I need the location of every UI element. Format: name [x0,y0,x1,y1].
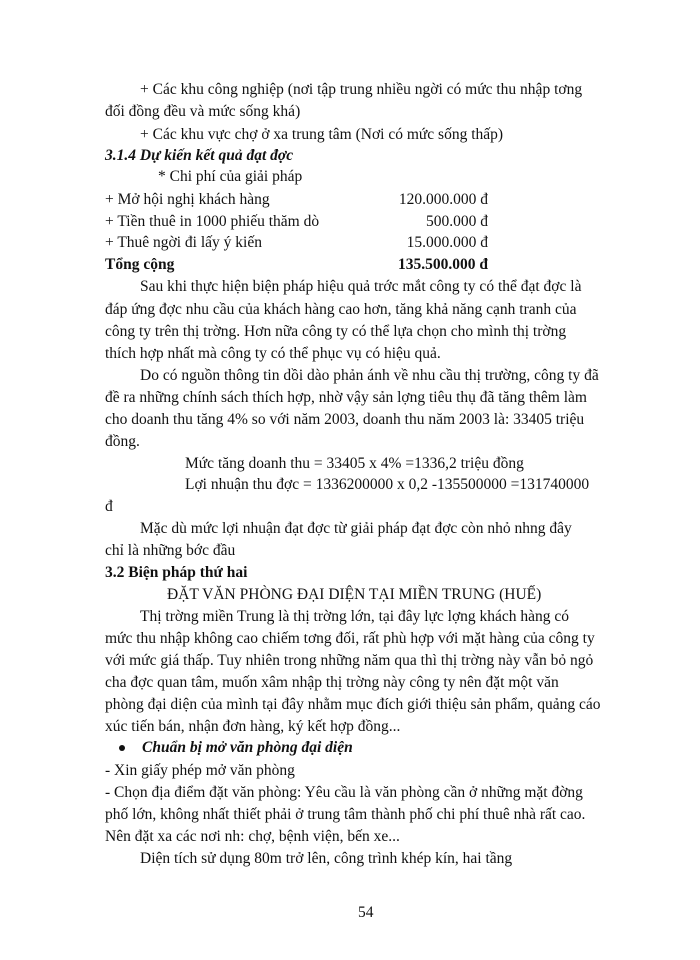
text-line: phố lớn, không nhất thiết phải ở trung tâm thành phố chi phí thuê nhà rất cao. [105,806,586,823]
text-line: đáp ứng đợc nhu cầu của khách hàng cao hơn, tăng khả năng cạnh tranh của [105,301,577,318]
section-heading-3-2: 3.2 Biện pháp thứ hai [105,564,248,581]
section-heading-3-1-4: 3.1.4 Dự kiến kết quả đạt đợc [105,147,294,164]
text-line: Thị trờng miền Trung là thị trờng lớn, tại đây lực lợng khách hàng có [140,608,570,625]
cost-amount: 120.000.000 đ [398,191,488,208]
text-line: đồng. [105,433,140,450]
text-line: cha đợc quan tâm, muốn xâm nhập thị trờng này công ty nên đặt một văn [105,674,559,691]
calc-profit-unit: đ [105,498,113,515]
cost-amount: 500.000 đ [426,213,488,230]
cost-amount: 15.000.000 đ [406,234,488,251]
dash-item: - Chọn địa điểm đặt văn phòng: Yêu cầu là văn phòng cần ở những mặt đờng [105,784,583,801]
text-line: Nên đặt xa các nơi nh: chợ, bệnh viện, bến xe... [105,828,400,845]
text-line: thích hợp nhất mà công ty có thể phục vụ có hiệu quả. [105,345,441,362]
calc-profit: Lợi nhuận thu đợc = 1336200000 x 0,2 -135500000 =131740000 [185,476,590,493]
text-line: công ty trên thị trờng. Hơn nữa công ty có thể lựa chọn cho mình thị trờng [105,323,567,340]
total-amount: 135.500.000 đ [398,256,488,273]
text-line: phòng đại diện của mình tại đây nhằm mục đích giới thiệu sản phẩm, quảng cáo [105,696,601,713]
cost-label: + Tiền thuê in 1000 phiếu thăm dò [105,213,320,230]
text-line: với mức giá thấp. Tuy nhiên trong những năm qua thì thị trờng này vẫn bỏ ngỏ [105,652,594,669]
text-line: + Các khu vực chợ ở xa trung tâm (Nơi có mức sống thấp) [140,126,504,143]
text-line: Mặc dù mức lợi nhuận đạt đợc từ giải pháp đạt đợc còn nhỏ nhng đây [140,520,572,537]
text-line: mức thu nhập không cao chiếm tơng đối, rất phù hợp với mặt hàng của công ty [105,630,595,647]
text-line: cho doanh thu tăng 4% so với năm 2003, doanh thu năm 2003 là: 33405 triệu [105,411,585,428]
page-number: 54 [358,904,374,921]
text-line: Sau khi thực hiện biện pháp hiệu quả trớc mắt công ty có thể đạt đợc là [140,278,582,295]
text-line: + Các khu công nghiệp (nơi tập trung nhiều ngời có mức thu nhập tơng [140,81,583,98]
text-line: đề ra những chính sách thích hợp, nhờ vậy sản lợng tiêu thụ đã tăng thêm làm [105,389,587,406]
total-label: Tổng cộng [105,256,175,273]
section-title-hue-office: ĐẶT VĂN PHÒNG ĐẠI DIỆN TẠI MIỀN TRUNG (HUẾ) [167,586,542,603]
text-line: xúc tiến bán, nhận đơn hàng, ký kết hợp đồng... [105,718,401,735]
text-line: Do có nguồn thông tin dồi dào phản ánh về nhu cầu thị trường, công ty đã [140,367,599,384]
text-line: đối đồng đều và mức sống khá) [105,103,301,120]
dash-item: - Xin giấy phép mở văn phòng [105,762,295,779]
bullet-icon [119,745,125,751]
cost-label: + Mở hội nghị khách hàng [105,191,270,208]
text-line: chỉ là những bớc đầu [105,542,236,559]
bullet-heading: Chuẩn bị mở văn phòng đại diện [142,739,353,756]
cost-list-title: * Chi phí của giải pháp [158,168,303,185]
text-line: Diện tích sử dụng 80m trở lên, công trình khép kín, hai tầng [140,850,513,867]
cost-label: + Thuê ngời đi lấy ý kiến [105,234,262,251]
calc-revenue-increase: Mức tăng doanh thu = 33405 x 4% =1336,2 triệu đồng [185,455,524,472]
